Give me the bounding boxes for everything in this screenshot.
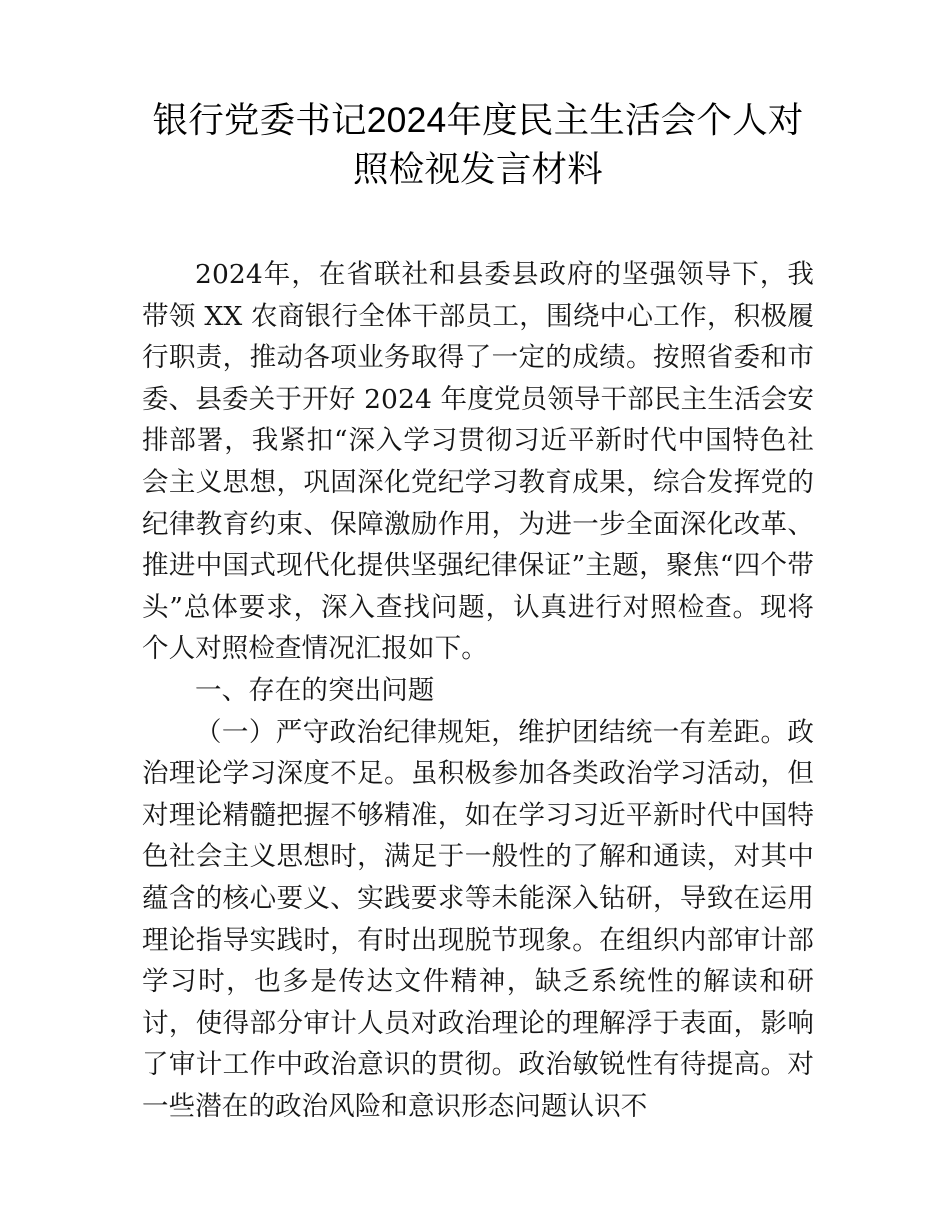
- paragraph-subsection-1: （一）严守政治纪律规矩，维护团结统一有差距。政治理论学习深度不足。虽积极参加各类政治学习活动，但对理论精髓把握不够精准，如在学习习近平新时代中国特色社会主义思想时，满足于一般性的了解和通读，对其中蕴含的核心要义、实践要求等未能深入钻研，导致在运用理论指导实践时，有时出现脱节现象。在组织内部审计部学习时，也多是传达文件精神，缺乏系统性的解读和研讨，使得部分审计人员对政治理论的理解浮于表面，影响了审计工作中政治意识的贯彻。政治敏锐性有待提高。对一些潜在的政治风险和意识形态问题认识不: [142, 716, 814, 1122]
- page-content-area: [142, 96, 814, 1127]
- paragraph-intro: 2024年，在省联社和县委县政府的坚强领导下，我带领 XX 农商银行全体干部员工，围绕中心工作，积极履行职责，推动各项业务取得了一定的成绩。按照省委和市委、县委关于开好 2024 年度党员领导干部民主生活会安排部署，我紧扣“深入学习贯彻习近平新时代中国特色社会主义思想，巩固深化党纪学习教育成果，综合发挥党的纪律教育约束、保障激励作用，为进一步全面深化改革、推进中国式现代化提供坚强纪律保证”主题，聚焦“四个带头”总体要求，深入查找问题，认真进行对照检查。现将个人对照检查情况汇报如下。: [142, 259, 814, 665]
- section-heading-1: 一、存在的突出问题: [195, 674, 435, 706]
- title-body-spacer: [142, 194, 814, 254]
- page-title: 银行党委书记2024年度民主生活会个人对照检视发言材料: [152, 100, 804, 189]
